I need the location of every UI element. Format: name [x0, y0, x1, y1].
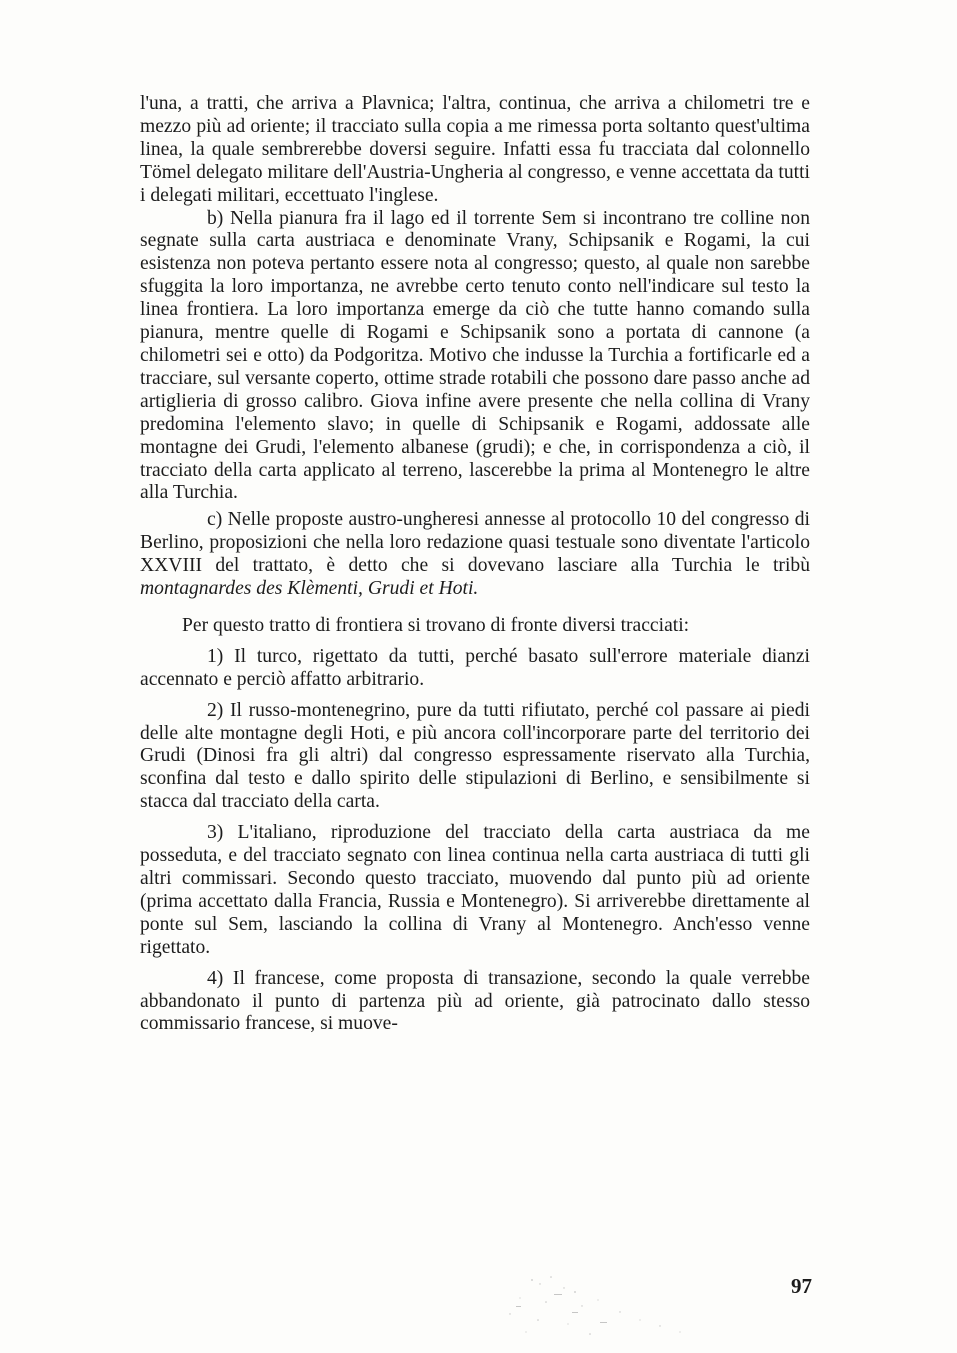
paragraph-text: 2) Il russo-montenegrino, pure da tutti rifiutato, perché col passare ai piedi delle alte montagne degli Hoti, e più ancora coll'incorporare parte del territorio dei Grudi (Dinosi fra gli altri) dal congresso espressamente riservato alla Turchia, sconfina dal testo e dallo spirito delle stipulazioni di Berlino, e sensibilmente si stacca dal tracciato della carta.	[140, 699, 810, 813]
paragraph-text: l'una, a tratti, che arriva a Plavnica; l'altra, continua, che arriva a chilometri tre e mezzo più ad oriente; il tracciato sulla copia a me rimessa porta soltanto quest'ultima linea, la quale sembrerebbe doversi seguire. Infatti essa fu tracciata dal colonnello Tömel delegato militare dell'Austria-Ungheria al congresso, e venne accettata da tutti i delegati militari, eccettuato l'inglese.	[140, 93, 810, 206]
paragraph-italic-text: montagnardes des Klèmenti, Grudi et Hoti.	[140, 578, 479, 600]
paragraph-8	[140, 968, 810, 1037]
paragraph-4	[140, 615, 810, 638]
scan-speckle-noise	[480, 1262, 740, 1342]
body-text	[140, 93, 810, 1036]
paragraph-text: b) Nella pianura fra il lago ed il torrente Sem si incontrano tre colline non segnate sulla carta austriaca e denominate Vrany, Schipsanik e Rogami, la cui esistenza non poteva pertanto essere nota al congresso; questo, al quale non sarebbe sfuggita la loro importanza, ne avrebbe certo tenuto conto nell'indicare sul testo la linea frontiera. La loro importanza emerge da ciò che tutte hanno comando sulla pianura, mentre quelle di Rogami e Schipsanik sono a portata di cannone (a chilometri sei e otto) da Podgoritza. Motivo che indusse la Turchia a fortificarle ed a tracciare, sul versante coperto, ottime strade rotabili che possono dare passo anche ad artiglieria di grosso calibro. Giova infine avere presente che nella collina di Vrany predomina l'elemento slavo; in quelle di Schipsanik e Rogami, addossate alle montagne dei Grudi, l'elemento albanese (grudi); e che, in corrispondenza a ciò, il tracciato della carta applicato al terreno, lascerebbe la prima al Montenegro le altre alla Turchia.	[140, 207, 810, 504]
paragraph-2	[140, 208, 810, 506]
paragraph-1	[140, 93, 810, 208]
paragraph-3	[140, 509, 810, 601]
paragraph-7	[140, 822, 810, 959]
paragraph-text: c) Nelle proposte austro-ungheresi annesse al protocollo 10 del congresso di Berlino, proposizioni che nella loro redazione quasi testuale sono diventate l'articolo XXVIII del trattato, è detto che si dovevano lasciare alla Turchia le tribù	[140, 509, 810, 577]
paragraph-text: Per questo tratto di frontiera si trovano di fronte diversi tracciati:	[182, 614, 690, 636]
paragraph-6	[140, 700, 810, 815]
paragraph-text: 1) Il turco, rigettato da tutti, perché basato sull'errore materiale dianzi accennato e perciò affatto arbitrario.	[140, 645, 810, 690]
page-number: 97	[791, 1274, 812, 1298]
paragraph-text: 4) Il francese, come proposta di transazione, secondo la quale verrebbe abbandonato il punto di partenza più ad oriente, già patrocinato dallo stesso commissario francese, si muove-	[140, 967, 810, 1035]
paragraph-5	[140, 646, 810, 692]
paragraph-text: 3) L'italiano, riproduzione del tracciato della carta austriaca da me posseduta, e del tracciato segnato con linea continua nella carta austriaca di tutti gli altri commissari. Secondo questo tracciato, muovendo dal punto più ad oriente (prima accettato dalla Francia, Russia e Montenegro). Si arriverebbe direttamente al ponte sul Sem, lasciando la collina di Vrany al Montenegro. Anch'esso venne rigettato.	[140, 822, 810, 958]
